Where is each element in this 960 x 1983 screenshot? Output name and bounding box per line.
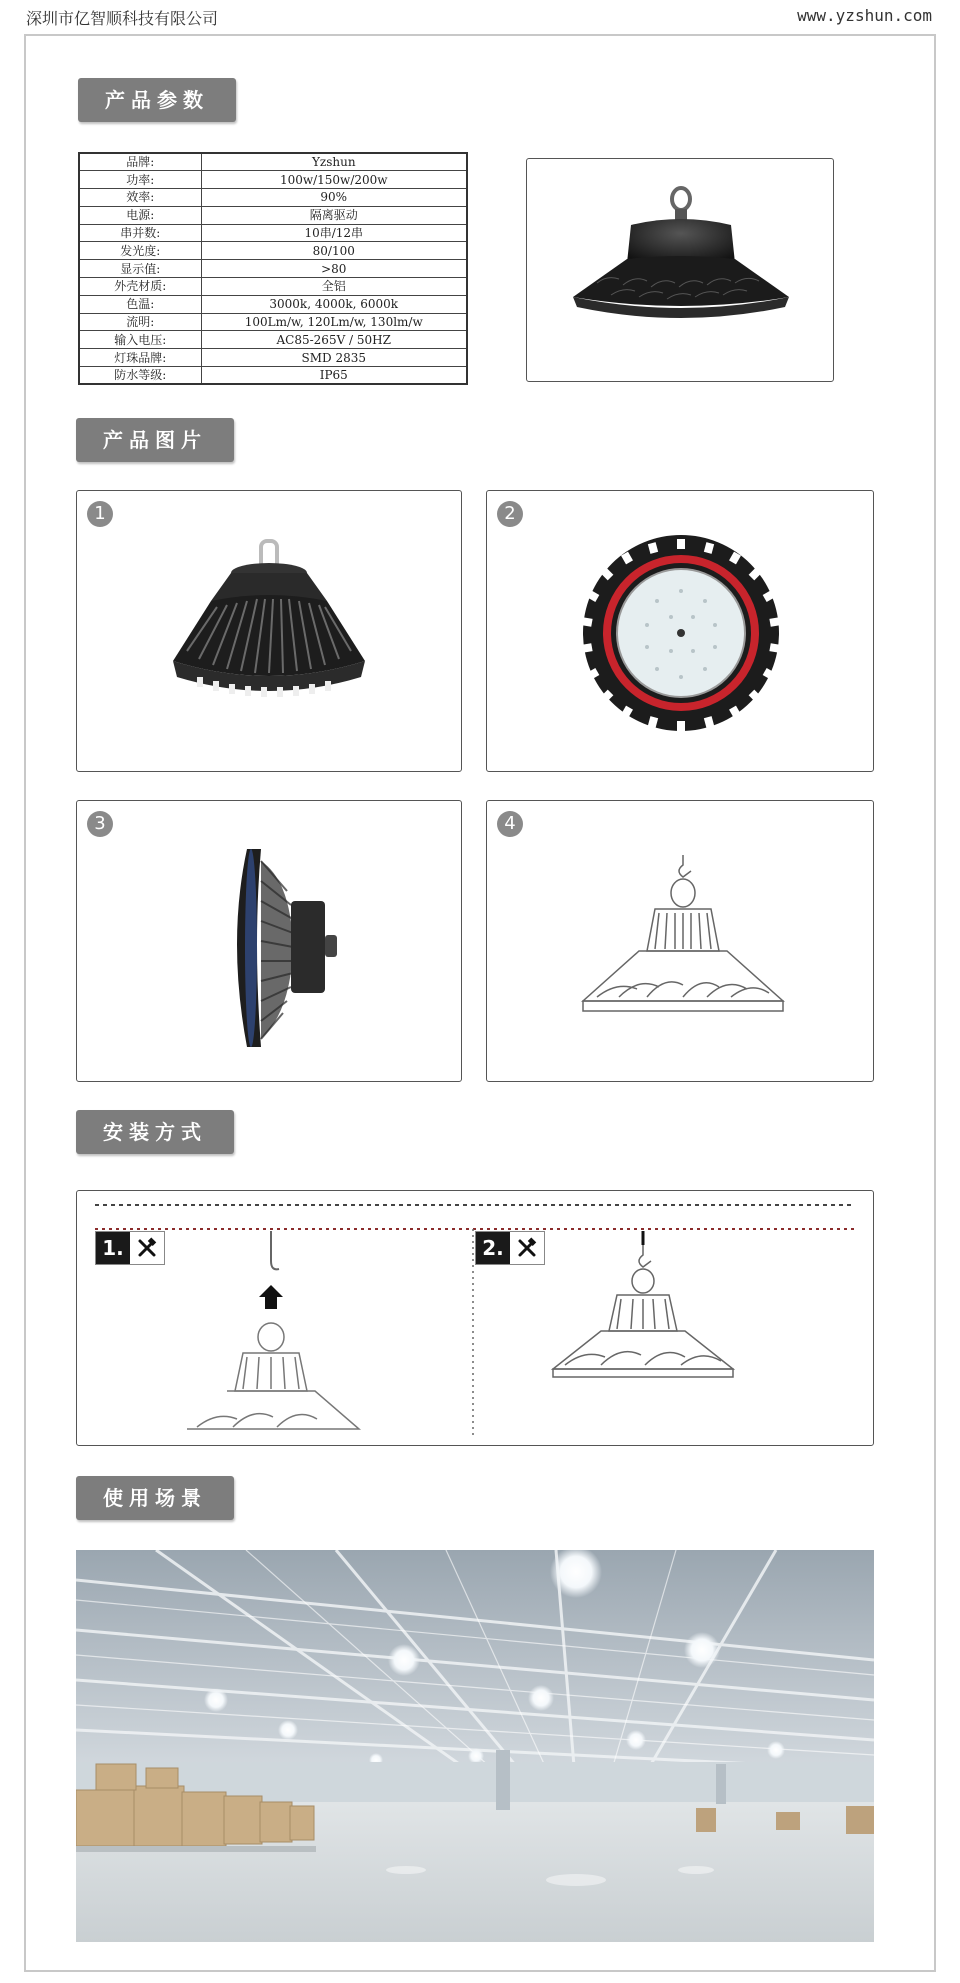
spec-value: 90% [201,189,467,207]
install-diagram [76,1190,874,1446]
install-step-1-tag [95,1231,165,1265]
warehouse-interior-icon [76,1550,874,1942]
product-picture-4 [486,800,874,1082]
section-title-scene: 使用场景 [76,1476,234,1520]
spec-row [79,295,467,313]
spec-key: 显示值: [79,260,201,278]
lamp-line-drawing-icon [487,801,874,1082]
spec-row [79,313,467,331]
spec-key: 品牌: [79,153,201,171]
spec-value: AC85-265V / 50HZ [201,331,467,349]
top-bar [0,0,960,30]
company-name: 深圳市亿智顺科技有限公司 [26,9,219,28]
spec-row [79,278,467,296]
section-title-params: 产品参数 [78,78,236,122]
product-picture-1 [76,490,462,772]
spec-key: 流明: [79,313,201,331]
spec-key: 功率: [79,171,201,189]
spec-row [79,349,467,367]
spec-key: 防水等级: [79,367,201,385]
spec-key: 电源: [79,206,201,224]
lamp-side-view-icon [77,801,462,1082]
arrow-up-icon [259,1285,283,1309]
spec-row [79,171,467,189]
spec-key: 发光度: [79,242,201,260]
lamp-front-view-icon [487,491,874,772]
product-picture-3 [76,800,462,1082]
picture-number-badge: 1 [87,501,113,527]
spec-value: IP65 [201,367,467,385]
spec-value: 100Lm/w, 120Lm/w, 130lm/w [201,313,467,331]
spec-value: Yzshun [201,153,467,171]
section-title-pictures: 产品图片 [76,418,234,462]
spec-key: 灯珠品牌: [79,349,201,367]
step-number: 2. [476,1232,510,1264]
product-picture-2 [486,490,874,772]
spec-row [79,242,467,260]
spec-key: 外壳材质: [79,278,201,296]
spec-row [79,331,467,349]
spec-key: 输入电压: [79,331,201,349]
warehouse-scene-image [76,1550,874,1942]
spec-key: 色温: [79,295,201,313]
spec-value: SMD 2835 [201,349,467,367]
tools-icon [130,1232,164,1264]
spec-row [79,153,467,171]
spec-value: 10串/12串 [201,224,467,242]
spec-row [79,367,467,385]
spec-row [79,189,467,207]
spec-row [79,206,467,224]
install-step-1-illustration [187,1231,387,1441]
highbay-lamp-icon [527,159,834,382]
spec-key: 效率: [79,189,201,207]
spec-value: 100w/150w/200w [201,171,467,189]
picture-number-badge: 4 [497,811,523,837]
picture-number-badge: 3 [87,811,113,837]
spec-row [79,260,467,278]
install-step-2-illustration [523,1231,763,1391]
step-number: 1. [96,1232,130,1264]
spec-value: 3000k, 4000k, 6000k [201,295,467,313]
product-main-image [526,158,834,382]
spec-row [79,224,467,242]
spec-key: 串并数: [79,224,201,242]
spec-value: 全铝 [201,278,467,296]
spec-value: >80 [201,260,467,278]
spec-value: 隔离驱动 [201,206,467,224]
picture-number-badge: 2 [497,501,523,527]
spec-value: 80/100 [201,242,467,260]
website-url[interactable]: www.yzshun.com [797,6,932,25]
spec-table [78,152,468,385]
highbay-lamp-angle-icon [77,491,462,772]
section-title-install: 安装方式 [76,1110,234,1154]
